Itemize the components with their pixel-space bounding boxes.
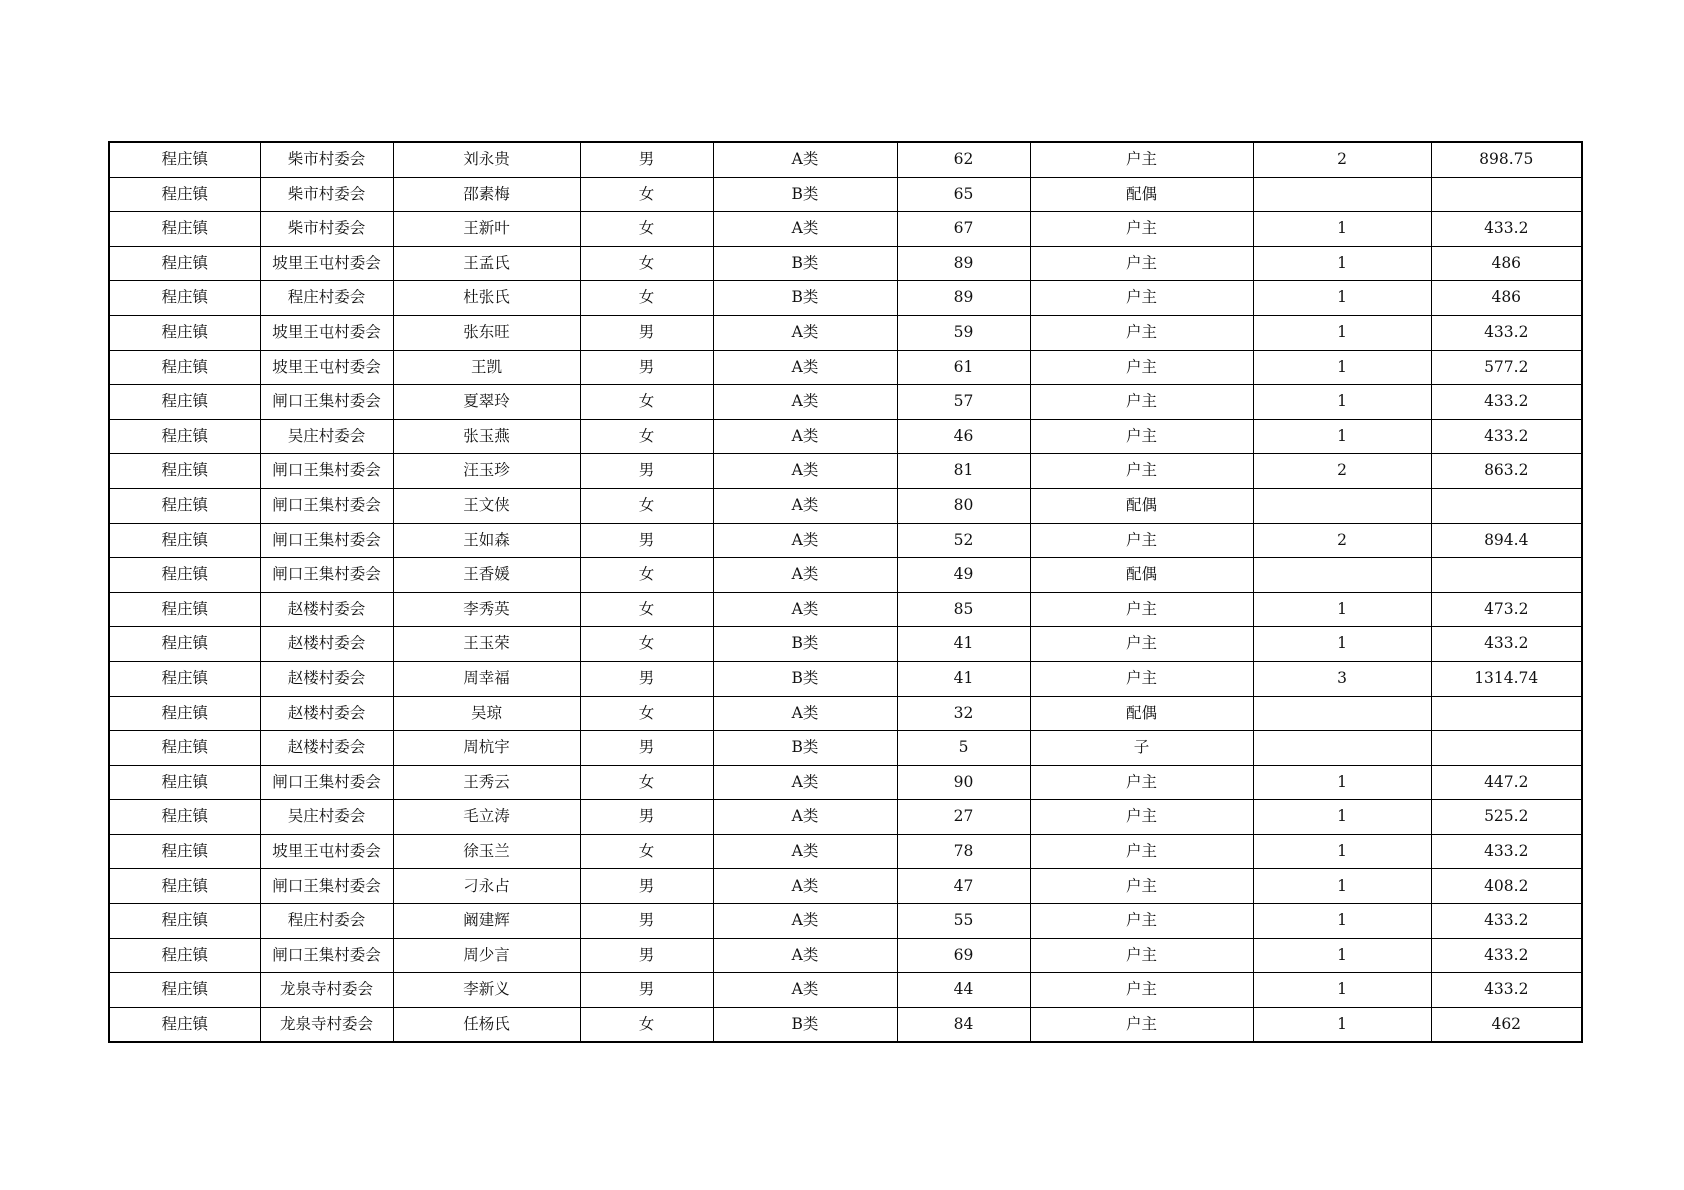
village-committee-cell: 坡里王屯村委会 bbox=[260, 350, 393, 385]
village-committee-cell: 柴市村委会 bbox=[260, 177, 393, 212]
age-cell: 55 bbox=[897, 904, 1030, 939]
relation-cell: 配偶 bbox=[1030, 558, 1253, 593]
category-cell: A类 bbox=[713, 212, 897, 247]
village-committee-cell: 吴庄村委会 bbox=[260, 419, 393, 454]
table-row bbox=[109, 488, 1582, 523]
name-cell: 毛立涛 bbox=[393, 800, 580, 835]
amount-cell: 894.4 bbox=[1431, 523, 1582, 558]
table-row bbox=[109, 627, 1582, 662]
town-cell: 程庄镇 bbox=[109, 661, 260, 696]
category-cell: A类 bbox=[713, 488, 897, 523]
category-cell: A类 bbox=[713, 592, 897, 627]
relation-cell: 户主 bbox=[1030, 523, 1253, 558]
town-cell: 程庄镇 bbox=[109, 731, 260, 766]
amount-cell: 486 bbox=[1431, 246, 1582, 281]
amount-cell: 433.2 bbox=[1431, 385, 1582, 420]
table-body bbox=[109, 142, 1582, 1042]
household-size-cell: 1 bbox=[1253, 834, 1431, 869]
amount-cell: 447.2 bbox=[1431, 765, 1582, 800]
gender-cell: 男 bbox=[580, 800, 713, 835]
name-cell: 张玉燕 bbox=[393, 419, 580, 454]
gender-cell: 女 bbox=[580, 696, 713, 731]
name-cell: 任杨氏 bbox=[393, 1007, 580, 1042]
table-row bbox=[109, 281, 1582, 316]
table-row bbox=[109, 246, 1582, 281]
name-cell: 周少言 bbox=[393, 938, 580, 973]
name-cell: 阚建辉 bbox=[393, 904, 580, 939]
village-committee-cell: 闸口王集村委会 bbox=[260, 869, 393, 904]
table-row bbox=[109, 1007, 1582, 1042]
relation-cell: 户主 bbox=[1030, 281, 1253, 316]
amount-cell: 433.2 bbox=[1431, 212, 1582, 247]
table-row bbox=[109, 869, 1582, 904]
age-cell: 46 bbox=[897, 419, 1030, 454]
table-row bbox=[109, 419, 1582, 454]
household-size-cell bbox=[1253, 177, 1431, 212]
name-cell: 邵素梅 bbox=[393, 177, 580, 212]
gender-cell: 男 bbox=[580, 938, 713, 973]
gender-cell: 女 bbox=[580, 592, 713, 627]
table-row bbox=[109, 661, 1582, 696]
name-cell: 张东旺 bbox=[393, 315, 580, 350]
age-cell: 67 bbox=[897, 212, 1030, 247]
category-cell: B类 bbox=[713, 661, 897, 696]
relation-cell: 户主 bbox=[1030, 973, 1253, 1008]
household-size-cell: 1 bbox=[1253, 592, 1431, 627]
relation-cell: 户主 bbox=[1030, 385, 1253, 420]
relation-cell: 户主 bbox=[1030, 212, 1253, 247]
relation-cell: 户主 bbox=[1030, 834, 1253, 869]
household-size-cell bbox=[1253, 731, 1431, 766]
town-cell: 程庄镇 bbox=[109, 281, 260, 316]
category-cell: A类 bbox=[713, 523, 897, 558]
gender-cell: 男 bbox=[580, 142, 713, 177]
records-table bbox=[108, 141, 1583, 1043]
age-cell: 89 bbox=[897, 246, 1030, 281]
table-row bbox=[109, 973, 1582, 1008]
household-size-cell: 1 bbox=[1253, 212, 1431, 247]
village-committee-cell: 坡里王屯村委会 bbox=[260, 315, 393, 350]
village-committee-cell: 闸口王集村委会 bbox=[260, 454, 393, 489]
table-row bbox=[109, 800, 1582, 835]
village-committee-cell: 赵楼村委会 bbox=[260, 661, 393, 696]
household-size-cell bbox=[1253, 488, 1431, 523]
village-committee-cell: 闸口王集村委会 bbox=[260, 938, 393, 973]
gender-cell: 男 bbox=[580, 661, 713, 696]
table-row bbox=[109, 696, 1582, 731]
village-committee-cell: 闸口王集村委会 bbox=[260, 765, 393, 800]
town-cell: 程庄镇 bbox=[109, 592, 260, 627]
relation-cell: 户主 bbox=[1030, 454, 1253, 489]
town-cell: 程庄镇 bbox=[109, 488, 260, 523]
amount-cell bbox=[1431, 558, 1582, 593]
amount-cell: 433.2 bbox=[1431, 834, 1582, 869]
table-row bbox=[109, 731, 1582, 766]
gender-cell: 女 bbox=[580, 212, 713, 247]
age-cell: 89 bbox=[897, 281, 1030, 316]
amount-cell: 525.2 bbox=[1431, 800, 1582, 835]
category-cell: B类 bbox=[713, 246, 897, 281]
amount-cell: 462 bbox=[1431, 1007, 1582, 1042]
amount-cell: 898.75 bbox=[1431, 142, 1582, 177]
relation-cell: 子 bbox=[1030, 731, 1253, 766]
category-cell: A类 bbox=[713, 385, 897, 420]
name-cell: 李新义 bbox=[393, 973, 580, 1008]
category-cell: A类 bbox=[713, 419, 897, 454]
village-committee-cell: 闸口王集村委会 bbox=[260, 558, 393, 593]
category-cell: A类 bbox=[713, 904, 897, 939]
gender-cell: 女 bbox=[580, 765, 713, 800]
age-cell: 61 bbox=[897, 350, 1030, 385]
amount-cell: 473.2 bbox=[1431, 592, 1582, 627]
household-size-cell: 3 bbox=[1253, 661, 1431, 696]
amount-cell: 577.2 bbox=[1431, 350, 1582, 385]
age-cell: 27 bbox=[897, 800, 1030, 835]
amount-cell: 433.2 bbox=[1431, 973, 1582, 1008]
village-committee-cell: 赵楼村委会 bbox=[260, 696, 393, 731]
gender-cell: 女 bbox=[580, 834, 713, 869]
gender-cell: 男 bbox=[580, 350, 713, 385]
household-size-cell: 1 bbox=[1253, 800, 1431, 835]
relation-cell: 户主 bbox=[1030, 800, 1253, 835]
relation-cell: 户主 bbox=[1030, 938, 1253, 973]
household-size-cell: 1 bbox=[1253, 869, 1431, 904]
household-size-cell: 1 bbox=[1253, 281, 1431, 316]
name-cell: 李秀英 bbox=[393, 592, 580, 627]
amount-cell: 433.2 bbox=[1431, 315, 1582, 350]
household-size-cell: 1 bbox=[1253, 419, 1431, 454]
relation-cell: 户主 bbox=[1030, 350, 1253, 385]
town-cell: 程庄镇 bbox=[109, 212, 260, 247]
town-cell: 程庄镇 bbox=[109, 142, 260, 177]
village-committee-cell: 柴市村委会 bbox=[260, 142, 393, 177]
table-row bbox=[109, 315, 1582, 350]
relation-cell: 配偶 bbox=[1030, 488, 1253, 523]
category-cell: A类 bbox=[713, 142, 897, 177]
name-cell: 刘永贵 bbox=[393, 142, 580, 177]
relation-cell: 户主 bbox=[1030, 1007, 1253, 1042]
village-committee-cell: 龙泉寺村委会 bbox=[260, 973, 393, 1008]
relation-cell: 户主 bbox=[1030, 419, 1253, 454]
household-size-cell bbox=[1253, 558, 1431, 593]
name-cell: 徐玉兰 bbox=[393, 834, 580, 869]
relation-cell: 户主 bbox=[1030, 904, 1253, 939]
village-committee-cell: 闸口王集村委会 bbox=[260, 385, 393, 420]
table-row bbox=[109, 177, 1582, 212]
village-committee-cell: 闸口王集村委会 bbox=[260, 523, 393, 558]
household-size-cell: 1 bbox=[1253, 904, 1431, 939]
name-cell: 杜张氏 bbox=[393, 281, 580, 316]
gender-cell: 男 bbox=[580, 973, 713, 1008]
village-committee-cell: 柴市村委会 bbox=[260, 212, 393, 247]
amount-cell: 1314.74 bbox=[1431, 661, 1582, 696]
gender-cell: 男 bbox=[580, 523, 713, 558]
household-size-cell: 2 bbox=[1253, 142, 1431, 177]
category-cell: A类 bbox=[713, 558, 897, 593]
name-cell: 夏翠玲 bbox=[393, 385, 580, 420]
age-cell: 81 bbox=[897, 454, 1030, 489]
town-cell: 程庄镇 bbox=[109, 315, 260, 350]
relation-cell: 户主 bbox=[1030, 592, 1253, 627]
category-cell: A类 bbox=[713, 315, 897, 350]
gender-cell: 女 bbox=[580, 627, 713, 662]
age-cell: 69 bbox=[897, 938, 1030, 973]
age-cell: 59 bbox=[897, 315, 1030, 350]
age-cell: 57 bbox=[897, 385, 1030, 420]
table-row bbox=[109, 212, 1582, 247]
category-cell: A类 bbox=[713, 834, 897, 869]
amount-cell bbox=[1431, 488, 1582, 523]
village-committee-cell: 吴庄村委会 bbox=[260, 800, 393, 835]
table-row bbox=[109, 523, 1582, 558]
household-size-cell: 1 bbox=[1253, 315, 1431, 350]
town-cell: 程庄镇 bbox=[109, 869, 260, 904]
gender-cell: 女 bbox=[580, 177, 713, 212]
village-committee-cell: 程庄村委会 bbox=[260, 904, 393, 939]
relation-cell: 户主 bbox=[1030, 869, 1253, 904]
name-cell: 王玉荣 bbox=[393, 627, 580, 662]
village-committee-cell: 龙泉寺村委会 bbox=[260, 1007, 393, 1042]
table-row bbox=[109, 765, 1582, 800]
age-cell: 44 bbox=[897, 973, 1030, 1008]
town-cell: 程庄镇 bbox=[109, 246, 260, 281]
town-cell: 程庄镇 bbox=[109, 973, 260, 1008]
category-cell: B类 bbox=[713, 281, 897, 316]
household-size-cell: 1 bbox=[1253, 765, 1431, 800]
name-cell: 王凯 bbox=[393, 350, 580, 385]
category-cell: A类 bbox=[713, 696, 897, 731]
age-cell: 47 bbox=[897, 869, 1030, 904]
village-committee-cell: 赵楼村委会 bbox=[260, 731, 393, 766]
name-cell: 王如森 bbox=[393, 523, 580, 558]
table-row bbox=[109, 385, 1582, 420]
town-cell: 程庄镇 bbox=[109, 904, 260, 939]
name-cell: 王香媛 bbox=[393, 558, 580, 593]
gender-cell: 女 bbox=[580, 385, 713, 420]
name-cell: 王秀云 bbox=[393, 765, 580, 800]
table-row bbox=[109, 558, 1582, 593]
relation-cell: 户主 bbox=[1030, 142, 1253, 177]
category-cell: A类 bbox=[713, 938, 897, 973]
category-cell: B类 bbox=[713, 1007, 897, 1042]
household-size-cell: 1 bbox=[1253, 627, 1431, 662]
relation-cell: 配偶 bbox=[1030, 696, 1253, 731]
amount-cell: 433.2 bbox=[1431, 627, 1582, 662]
household-size-cell: 1 bbox=[1253, 246, 1431, 281]
name-cell: 王新叶 bbox=[393, 212, 580, 247]
gender-cell: 女 bbox=[580, 246, 713, 281]
amount-cell bbox=[1431, 177, 1582, 212]
household-size-cell: 2 bbox=[1253, 454, 1431, 489]
gender-cell: 男 bbox=[580, 904, 713, 939]
amount-cell: 433.2 bbox=[1431, 938, 1582, 973]
age-cell: 41 bbox=[897, 661, 1030, 696]
relation-cell: 户主 bbox=[1030, 627, 1253, 662]
age-cell: 80 bbox=[897, 488, 1030, 523]
table-row bbox=[109, 834, 1582, 869]
age-cell: 65 bbox=[897, 177, 1030, 212]
category-cell: A类 bbox=[713, 454, 897, 489]
amount-cell: 433.2 bbox=[1431, 419, 1582, 454]
village-committee-cell: 赵楼村委会 bbox=[260, 627, 393, 662]
village-committee-cell: 赵楼村委会 bbox=[260, 592, 393, 627]
household-size-cell bbox=[1253, 696, 1431, 731]
gender-cell: 女 bbox=[580, 281, 713, 316]
amount-cell bbox=[1431, 731, 1582, 766]
town-cell: 程庄镇 bbox=[109, 454, 260, 489]
category-cell: A类 bbox=[713, 765, 897, 800]
amount-cell: 433.2 bbox=[1431, 904, 1582, 939]
category-cell: B类 bbox=[713, 177, 897, 212]
town-cell: 程庄镇 bbox=[109, 350, 260, 385]
town-cell: 程庄镇 bbox=[109, 523, 260, 558]
age-cell: 49 bbox=[897, 558, 1030, 593]
gender-cell: 男 bbox=[580, 869, 713, 904]
village-committee-cell: 坡里王屯村委会 bbox=[260, 834, 393, 869]
category-cell: A类 bbox=[713, 350, 897, 385]
relation-cell: 户主 bbox=[1030, 765, 1253, 800]
age-cell: 84 bbox=[897, 1007, 1030, 1042]
town-cell: 程庄镇 bbox=[109, 834, 260, 869]
household-size-cell: 1 bbox=[1253, 350, 1431, 385]
table-row bbox=[109, 904, 1582, 939]
gender-cell: 女 bbox=[580, 1007, 713, 1042]
household-size-cell: 1 bbox=[1253, 938, 1431, 973]
relation-cell: 户主 bbox=[1030, 315, 1253, 350]
town-cell: 程庄镇 bbox=[109, 765, 260, 800]
village-committee-cell: 闸口王集村委会 bbox=[260, 488, 393, 523]
village-committee-cell: 坡里王屯村委会 bbox=[260, 246, 393, 281]
category-cell: A类 bbox=[713, 800, 897, 835]
name-cell: 王孟氏 bbox=[393, 246, 580, 281]
age-cell: 52 bbox=[897, 523, 1030, 558]
age-cell: 62 bbox=[897, 142, 1030, 177]
table-row bbox=[109, 454, 1582, 489]
town-cell: 程庄镇 bbox=[109, 938, 260, 973]
category-cell: B类 bbox=[713, 627, 897, 662]
household-size-cell: 1 bbox=[1253, 1007, 1431, 1042]
age-cell: 90 bbox=[897, 765, 1030, 800]
household-size-cell: 1 bbox=[1253, 385, 1431, 420]
town-cell: 程庄镇 bbox=[109, 627, 260, 662]
household-size-cell: 2 bbox=[1253, 523, 1431, 558]
age-cell: 41 bbox=[897, 627, 1030, 662]
relation-cell: 配偶 bbox=[1030, 177, 1253, 212]
age-cell: 5 bbox=[897, 731, 1030, 766]
table-row bbox=[109, 938, 1582, 973]
gender-cell: 女 bbox=[580, 488, 713, 523]
town-cell: 程庄镇 bbox=[109, 800, 260, 835]
category-cell: A类 bbox=[713, 869, 897, 904]
relation-cell: 户主 bbox=[1030, 246, 1253, 281]
name-cell: 王文侠 bbox=[393, 488, 580, 523]
category-cell: A类 bbox=[713, 973, 897, 1008]
gender-cell: 男 bbox=[580, 454, 713, 489]
name-cell: 吴琼 bbox=[393, 696, 580, 731]
age-cell: 78 bbox=[897, 834, 1030, 869]
gender-cell: 男 bbox=[580, 315, 713, 350]
town-cell: 程庄镇 bbox=[109, 177, 260, 212]
table-row bbox=[109, 592, 1582, 627]
table-row bbox=[109, 350, 1582, 385]
age-cell: 32 bbox=[897, 696, 1030, 731]
amount-cell: 408.2 bbox=[1431, 869, 1582, 904]
name-cell: 周杭宇 bbox=[393, 731, 580, 766]
name-cell: 周幸福 bbox=[393, 661, 580, 696]
relation-cell: 户主 bbox=[1030, 661, 1253, 696]
category-cell: B类 bbox=[713, 731, 897, 766]
gender-cell: 男 bbox=[580, 731, 713, 766]
gender-cell: 女 bbox=[580, 558, 713, 593]
town-cell: 程庄镇 bbox=[109, 558, 260, 593]
town-cell: 程庄镇 bbox=[109, 696, 260, 731]
table-row bbox=[109, 142, 1582, 177]
amount-cell: 863.2 bbox=[1431, 454, 1582, 489]
household-size-cell: 1 bbox=[1253, 973, 1431, 1008]
town-cell: 程庄镇 bbox=[109, 385, 260, 420]
town-cell: 程庄镇 bbox=[109, 419, 260, 454]
village-committee-cell: 程庄村委会 bbox=[260, 281, 393, 316]
amount-cell bbox=[1431, 696, 1582, 731]
amount-cell: 486 bbox=[1431, 281, 1582, 316]
town-cell: 程庄镇 bbox=[109, 1007, 260, 1042]
name-cell: 刁永占 bbox=[393, 869, 580, 904]
name-cell: 汪玉珍 bbox=[393, 454, 580, 489]
gender-cell: 女 bbox=[580, 419, 713, 454]
age-cell: 85 bbox=[897, 592, 1030, 627]
